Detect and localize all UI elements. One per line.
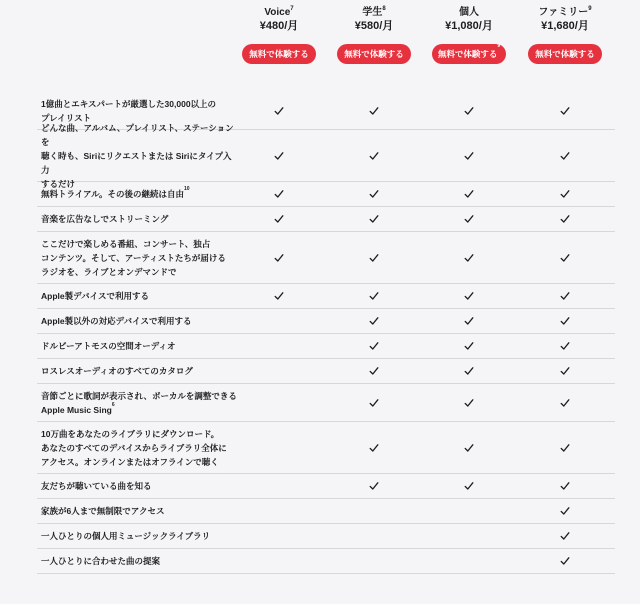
feature-row	[37, 284, 615, 309]
footnote-marker: 9	[497, 43, 501, 49]
feature-label-text: ロスレスオーディオのすべてのカタログ	[41, 366, 193, 376]
plan-name-text: 学生	[362, 7, 383, 18]
feature-label-line	[41, 504, 237, 518]
plan-column	[231, 6, 327, 64]
feature-label-line	[41, 251, 237, 265]
feature-label-text: 一人ひとりの個人用ミュージックライブラリ	[41, 531, 211, 541]
feature-label-line	[41, 403, 237, 417]
checkmark-icon	[559, 555, 571, 567]
feature-label-text: Apple製以外の対応デバイスで利用する	[41, 316, 192, 326]
feature-label-text: 音楽を広告なしでストリーミング	[41, 214, 169, 224]
feature-label-line	[41, 314, 237, 328]
plan-column	[326, 6, 422, 64]
checkmark-icon	[273, 290, 285, 302]
feature-label-text: するだけ	[41, 178, 76, 189]
feature-label-text: ドルビーアトモスの空間オーディオ	[41, 341, 176, 351]
checkmark-icon	[368, 105, 380, 117]
feature-label-line	[41, 289, 237, 303]
checkmark-icon	[273, 252, 285, 264]
checkmark-icon	[559, 315, 571, 327]
feature-label-text: 友だちが聴いている曲を知る	[41, 481, 152, 491]
checkmark-icon	[559, 530, 571, 542]
feature-label	[37, 364, 237, 378]
feature-label-text: アクセス。オンラインまたはオフラインで聴く	[41, 456, 219, 467]
feature-label-text: 家族が6人まで無制限でアクセス	[41, 506, 165, 516]
plan-header	[0, 6, 640, 66]
feature-label-line	[41, 427, 237, 441]
plan-price: ¥580/月	[354, 20, 394, 32]
checkmark-icon	[559, 188, 571, 200]
feature-label-line	[41, 455, 237, 469]
feature-label-line	[41, 187, 237, 201]
checkmark-icon	[559, 442, 571, 454]
feature-row	[37, 549, 615, 574]
feature-label-text: ラジオを、ライブとオンデマンドで	[41, 266, 177, 277]
checkmark-icon	[273, 188, 285, 200]
feature-label-line	[41, 121, 237, 149]
checkmark-icon	[559, 105, 571, 117]
footnote-marker[interactable]: 8	[382, 6, 386, 12]
footnote-marker[interactable]: 6	[111, 401, 115, 408]
checkmark-icon	[368, 480, 380, 492]
feature-label-line	[41, 97, 237, 111]
feature-label	[37, 289, 237, 303]
checkmark-icon	[368, 213, 380, 225]
checkmark-icon	[463, 252, 475, 264]
checkmark-icon	[273, 105, 285, 117]
checkmark-icon	[368, 252, 380, 264]
checkmark-icon	[463, 105, 475, 117]
feature-label-line	[41, 441, 237, 455]
plan-name	[517, 6, 613, 19]
feature-row	[37, 232, 615, 284]
checkmark-icon	[463, 188, 475, 200]
feature-label-text: Apple製デバイスで利用する	[41, 291, 150, 301]
plan-price: ¥1,680/月	[541, 20, 589, 32]
plan-column	[421, 6, 517, 64]
plan-name-text: ファミリー	[538, 7, 589, 18]
feature-label-line	[41, 237, 237, 251]
checkmark-icon	[463, 150, 475, 162]
feature-row	[37, 334, 615, 359]
checkmark-icon	[368, 150, 380, 162]
feature-label-line	[41, 529, 237, 543]
checkmark-icon	[463, 340, 475, 352]
checkmark-icon	[368, 442, 380, 454]
feature-label-text: 10万曲をあなたのライブラリにダウンロード。	[41, 428, 220, 439]
feature-label-text: 一人ひとりに合わせた曲の提案	[41, 556, 161, 566]
feature-row	[37, 182, 615, 207]
feature-label	[37, 427, 237, 469]
feature-label-line	[41, 212, 237, 226]
feature-label-text: Apple Music Sing	[41, 404, 112, 415]
feature-row	[37, 524, 615, 549]
checkmark-icon	[463, 290, 475, 302]
plan-name	[421, 6, 517, 19]
feature-row	[37, 309, 615, 334]
feature-label	[37, 389, 237, 417]
feature-comparison-table	[37, 93, 615, 574]
feature-label	[37, 314, 237, 328]
checkmark-icon	[368, 290, 380, 302]
free-trial-button[interactable]	[432, 44, 506, 64]
feature-row	[37, 422, 615, 474]
checkmark-icon	[559, 150, 571, 162]
feature-label	[37, 504, 237, 518]
checkmark-icon	[559, 505, 571, 517]
feature-label-text: ここだけで楽しめる番組、コンサート、独占	[41, 238, 211, 249]
feature-label-text: 聴く時も、Siriにリクエストまたは Siriにタイプ入力	[41, 150, 232, 175]
plan-price: ¥1,080/月	[445, 20, 493, 32]
free-trial-button[interactable]	[337, 44, 411, 64]
checkmark-icon	[463, 442, 475, 454]
checkmark-icon	[463, 397, 475, 409]
plan-name	[326, 6, 422, 19]
plan-name-text: Voice	[264, 7, 291, 18]
free-trial-button-label: 無料で体験する	[535, 49, 595, 59]
plan-name	[231, 6, 327, 19]
plan-column	[517, 6, 613, 64]
feature-label	[37, 479, 237, 493]
feature-label-line	[41, 389, 237, 403]
checkmark-icon	[559, 397, 571, 409]
feature-row	[37, 474, 615, 499]
checkmark-icon	[559, 340, 571, 352]
free-trial-button-label: 無料で体験する	[249, 49, 309, 59]
checkmark-icon	[559, 213, 571, 225]
checkmark-icon	[463, 213, 475, 225]
feature-label-text: 1億曲とエキスパートが厳選した30,000以上の	[41, 99, 217, 109]
feature-label	[37, 187, 237, 201]
feature-label-line	[41, 554, 237, 568]
feature-label-line	[41, 149, 237, 177]
feature-label-text: コンテンツ。そして、アーティストたちが届ける	[41, 252, 226, 263]
checkmark-icon	[368, 188, 380, 200]
plan-price: ¥480/月	[259, 20, 299, 32]
checkmark-icon	[368, 365, 380, 377]
checkmark-icon	[559, 252, 571, 264]
checkmark-icon	[368, 397, 380, 409]
feature-label-line	[41, 339, 237, 353]
feature-label-text: あなたのすべてのデバイスからライブラリ全体に	[41, 442, 227, 453]
checkmark-icon	[559, 290, 571, 302]
feature-row	[37, 359, 615, 384]
free-trial-button-label: 無料で体験する	[437, 49, 498, 59]
free-trial-button[interactable]	[242, 44, 316, 64]
feature-label-line	[41, 265, 237, 279]
footnote-marker[interactable]: 10	[183, 186, 190, 192]
free-trial-button[interactable]	[528, 44, 602, 64]
checkmark-icon	[463, 315, 475, 327]
feature-label-line	[41, 479, 237, 493]
feature-label-text: どんな曲、アルバム、プレイリスト、ステーションを	[41, 122, 234, 147]
feature-label	[37, 212, 237, 226]
feature-label-text: 音節ごとに歌詞が表示され、ボーカルを調整できる	[41, 390, 237, 401]
feature-label	[37, 529, 237, 543]
feature-label	[37, 237, 237, 279]
checkmark-icon	[368, 315, 380, 327]
feature-row	[37, 499, 615, 524]
checkmark-icon	[273, 150, 285, 162]
checkmark-icon	[368, 340, 380, 352]
checkmark-icon	[559, 365, 571, 377]
feature-label-text: 無料トライアル。その後の継続は自由	[41, 189, 184, 199]
feature-row	[37, 207, 615, 232]
checkmark-icon	[273, 213, 285, 225]
feature-label	[37, 339, 237, 353]
checkmark-icon	[559, 480, 571, 492]
feature-label	[37, 121, 237, 191]
plan-name-text: 個人	[459, 7, 479, 18]
feature-label-text: プレイリスト	[41, 113, 92, 123]
feature-row	[37, 384, 615, 422]
free-trial-button-label: 無料で体験する	[344, 49, 404, 59]
feature-label-line	[41, 364, 237, 378]
feature-label	[37, 554, 237, 568]
footnote-marker[interactable]: 9	[588, 6, 592, 12]
checkmark-icon	[463, 480, 475, 492]
checkmark-icon	[463, 365, 475, 377]
footnote-marker[interactable]: 7	[290, 6, 294, 12]
